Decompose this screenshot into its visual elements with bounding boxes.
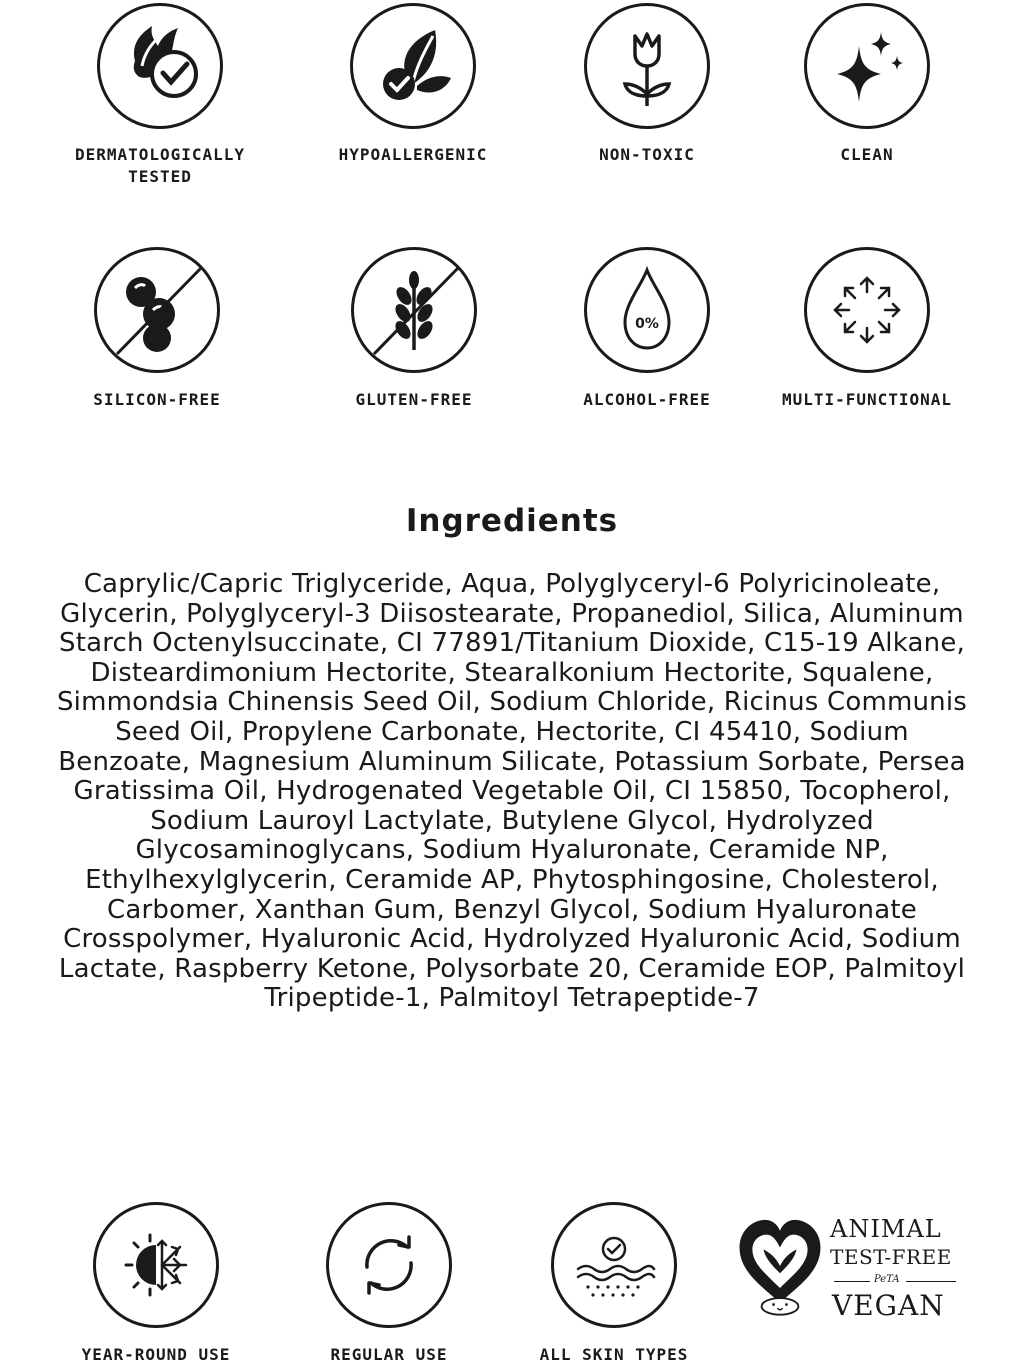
badge-label bbox=[40, 144, 280, 188]
sparkles-icon bbox=[804, 3, 930, 129]
refresh-arrows-icon bbox=[326, 1202, 452, 1328]
skin-layers-icon bbox=[551, 1202, 677, 1328]
badge-label: NON-TOXIC bbox=[599, 145, 695, 164]
badge-label: ALL SKIN TYPES bbox=[539, 1345, 689, 1364]
sun-snowflake-icon bbox=[93, 1202, 219, 1328]
label-line-1: DERMATOLOGICALLY bbox=[74, 145, 246, 164]
gluten-free-icon bbox=[351, 247, 477, 373]
arrows-out-icon bbox=[804, 247, 930, 373]
peta-line-animal: ANIMAL bbox=[830, 1215, 942, 1243]
ingredients-list: Caprylic/Capric Triglyceride, Aqua, Polyglyceryl-6 Polyricinoleate, Glycerin, Polyglyceryl-3 Diisostearate, Propanediol, Silica, Aluminum Starch Octenylsuccinate, CI 77891/Titanium Dioxide, C15-19 Alkane, Disteardimonium Hectorite, Stearalkonium Hectorite, Squalene, Simmondsia Chinensis Seed Oil, Sodium Chloride, Ricinus Communis Seed Oil, Propylene Carbonate, Hectorite, CI 45410, Sodium Benzoate, Magnesium Aluminum Silicate, Potassium Sorbate, Persea Gratissima Oil, Hydrogenated Vegetable Oil, CI 15850, Tocopherol, Sodium Lauroyl Lactylate, Butylene Glycol, Hydrolyzed Glycosaminoglycans, Sodium Hyaluronate, Ceramide NP, Ethylhexylglycerin, Ceramide AP, Phytosphingosine, Cholesterol, Carbomer, Xanthan Gum, Benzyl Glycol, Sodium Hyaluronate Crosspolymer, Hyaluronic Acid, Hydrolyzed Hyaluronic Acid, Sodium Lactate, Raspberry Ketone, Polysorbate 20, Ceramide EOP, Palmitoyl Tripeptide-1, Palmitoyl Tetrapeptide-7 bbox=[56, 569, 968, 1014]
badge-label: ALCOHOL-FREE bbox=[583, 390, 711, 409]
peta-divider-left bbox=[834, 1281, 870, 1282]
badge-label: REGULAR USE bbox=[330, 1345, 448, 1364]
badge-label: SILICON-FREE bbox=[93, 390, 221, 409]
flower-icon bbox=[584, 3, 710, 129]
peta-badge bbox=[734, 1213, 964, 1323]
leaves-berries-icon bbox=[350, 3, 476, 129]
badge-label: CLEAN bbox=[840, 145, 894, 164]
label-line-2: TESTED bbox=[128, 167, 192, 186]
bunny-heart-icon bbox=[734, 1213, 826, 1317]
leaf-check-icon bbox=[97, 3, 223, 129]
silicon-free-icon bbox=[94, 247, 220, 373]
ingredients-title: Ingredients bbox=[405, 503, 619, 539]
badge-label: HYPOALLERGENIC bbox=[338, 145, 488, 164]
drop-text: 0% bbox=[635, 316, 659, 332]
badge-label: MULTI-FUNCTIONAL bbox=[781, 390, 953, 409]
peta-divider-right bbox=[906, 1281, 956, 1282]
badge-label: GLUTEN-FREE bbox=[355, 390, 473, 409]
badge-label: YEAR-ROUND USE bbox=[81, 1345, 231, 1364]
peta-line-test-free: TEST-FREE bbox=[830, 1245, 952, 1269]
alcohol-free-drop-icon bbox=[584, 247, 710, 373]
peta-mark: PeTA bbox=[874, 1274, 900, 1285]
peta-line-vegan: VEGAN bbox=[832, 1289, 945, 1322]
